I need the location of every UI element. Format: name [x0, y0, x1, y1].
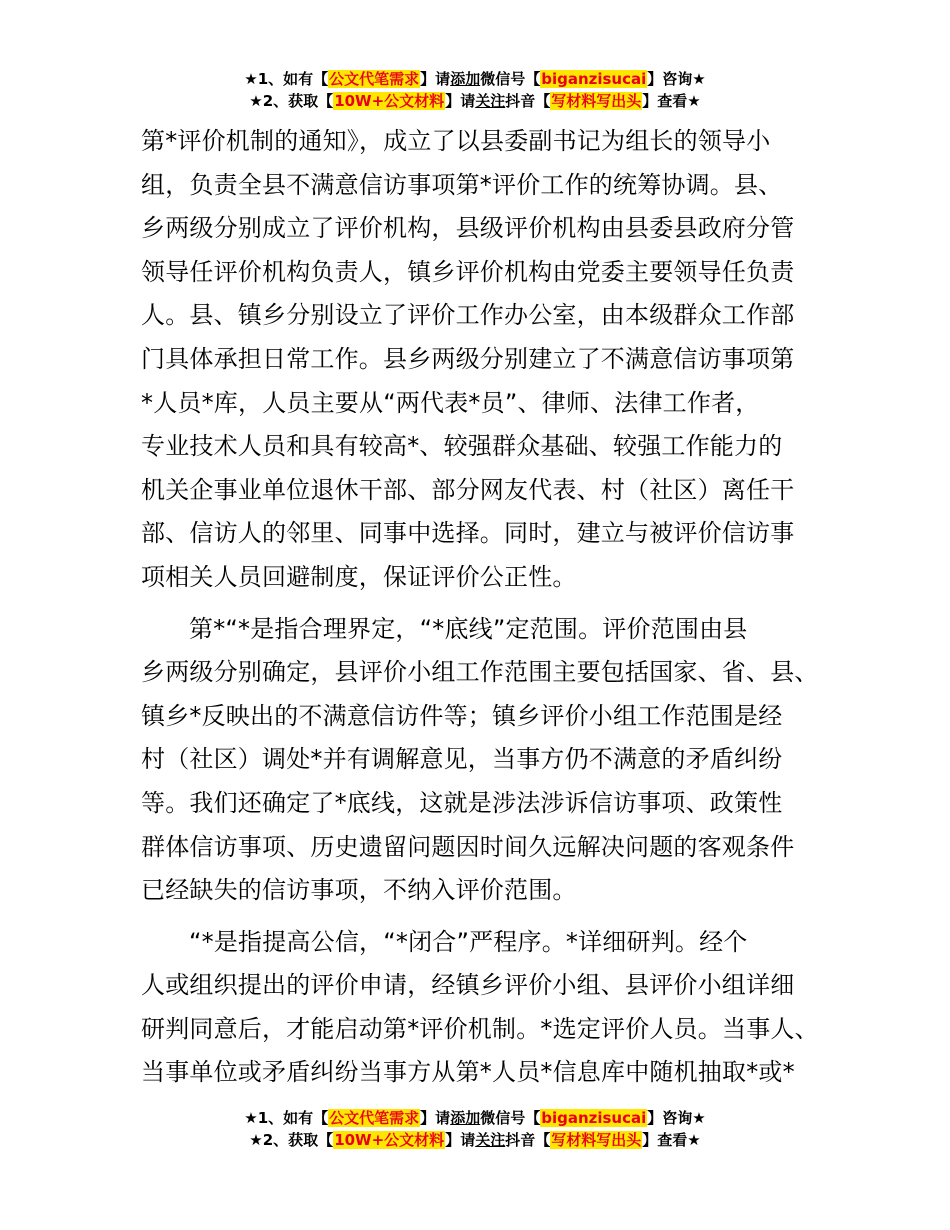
paragraph-1: 第*评价机制的通知》，成立了以县委副书记为组长的领导小 组，负责全县不满意信访事项第*评价工作的统筹协调。县、 乡两级分别成立了评价机构，县级评价机构由县委县政府分管 领导任评价机构负责人，镇乡评价机构由党委主要领导任负责 人。县、镇乡分别设立了评价工作办公室，由本级群众工作部 门具体承担日常工作。县乡两级分别建立了不满意信访事项第 *人员*库，人员主要从“两代表*员”、律师、法律工作者， 专业技术人员和具有较高*、较强群众基础、较强工作能力的 机关企事业单位退休干部、部分网友代表、村（社区）离任干 部、信访人的邻里、同事中选择。同时，建立与被评价信访事 项相关人员回避制度，保证评价公正性。 [141, 127, 795, 591]
document-body [141, 120, 819, 1095]
footer-line-1: ★1、如有【公文代笔需求】请添加微信号【biganzisucai】咨询★ [244, 1109, 706, 1127]
highlight-service: 公文代笔需求 [329, 70, 420, 88]
footer-highlight-service: 公文代笔需求 [329, 1109, 420, 1127]
footer-highlight-douyin: 写材料写出头 [551, 1131, 642, 1149]
paragraph-3: “*是指提高公信，“*闭合”严程序。*详细研判。经个 人或组织提出的评价申请，经镇乡评价小组、县评价小组详细 研判同意后，才能启动第*评价机制。*选定评价人员。当事人、 当事单位或矛盾纠纷当事方从第*人员*信息库中随机抽取*或* [141, 927, 819, 1087]
banner-line-2: ★2、获取【10W+公文材料】请关注抖音【写材料写出头】查看★ [249, 92, 701, 110]
highlight-douyin: 写材料写出头 [551, 92, 642, 110]
highlight-materials: 10W+公文材料 [334, 92, 445, 110]
footer-highlight-materials: 10W+公文材料 [334, 1131, 445, 1149]
paragraph-2: 第*“*是指合理界定，“*底线”定范围。评价范围由县 乡两级分别确定，县评价小组工作范围主要包括国家、省、县、 镇乡*反映出的不满意信访件等；镇乡评价小组工作范围是经 村（社区）调处*并有调解意见，当事方仍不满意的矛盾纠纷 等。我们还确定了*底线，这就是涉法涉诉信访事项、政策性 群体信访事项、历史遗留问题因时间久远解决问题的客观条件 已经缺失的信访事项，不纳入评价范围。 [141, 614, 819, 905]
footer-line-2: ★2、获取【10W+公文材料】请关注抖音【写材料写出头】查看★ [249, 1131, 701, 1149]
footer-highlight-wechat-id: biganzisucai [541, 1109, 647, 1127]
footer-banner [0, 1107, 950, 1151]
header-banner [0, 68, 950, 112]
banner-line-1: ★1、如有【公文代笔需求】请添加微信号【biganzisucai】咨询★ [244, 70, 706, 88]
highlight-wechat-id: biganzisucai [541, 70, 647, 88]
